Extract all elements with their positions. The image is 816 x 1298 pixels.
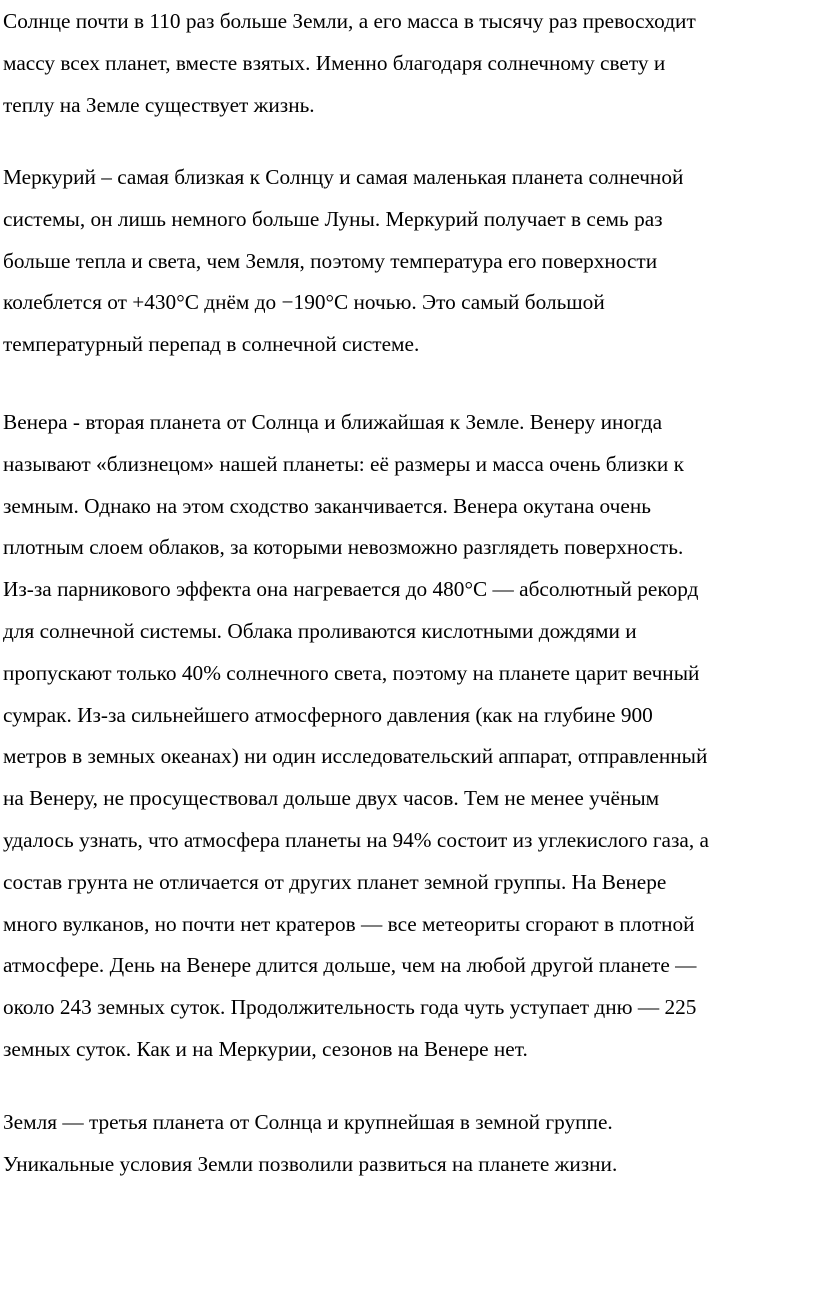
text-line: теплу на Земле существует жизнь. — [3, 92, 315, 117]
text-line: Солнце почти в 110 раз больше Земли, а его масса в тысячу раз превосходит — [3, 9, 696, 33]
text-line: земным. Однако на этом сходство заканчивается. Венера окутана очень — [3, 493, 651, 518]
text-line: температурный перепад в солнечной системе. — [3, 332, 420, 357]
text-line: плотным слоем облаков, за которыми невозможно разглядеть поверхность. — [3, 535, 684, 560]
paragraph-venus — [3, 402, 815, 1071]
text-line: Меркурий – самая близкая к Солнцу и самая маленькая планета солнечной — [3, 165, 684, 189]
text-line: много вулканов, но почти нет кратеров — все метеориты сгорают в плотной — [3, 911, 695, 936]
text-line: удалось узнать, что атмосфера планеты на 94% состоит из углекислого газа, а — [3, 827, 709, 852]
text-line: состав грунта не отличается от других планет земной группы. На Венере — [3, 869, 667, 894]
paragraph-earth — [3, 1102, 815, 1186]
text-line: колеблется от +430°С днём до −190°С ночью. Это самый большой — [3, 290, 605, 315]
text-line: атмосфере. День на Венере длится дольше, чем на любой другой планете — — [3, 953, 697, 978]
text-line: земных суток. Как и на Меркурии, сезонов на Венере нет. — [3, 1036, 528, 1061]
text-line: метров в земных океанах) ни один исследовательский аппарат, отправленный — [3, 744, 708, 769]
text-line: пропускают только 40% солнечного света, поэтому на планете царит вечный — [3, 660, 700, 685]
text-line: Земля — третья планета от Солнца и крупнейшая в земной группе. — [3, 1110, 613, 1134]
text-line: Уникальные условия Земли позволили развиться на планете жизни. — [3, 1151, 618, 1176]
paragraph-sun — [3, 1, 815, 126]
text-line: для солнечной системы. Облака проливаются кислотными дождями и — [3, 618, 637, 643]
text-line: около 243 земных суток. Продолжительность года чуть уступает дню — 225 — [3, 995, 697, 1020]
text-line: больше тепла и света, чем Земля, поэтому температура его поверхности — [3, 248, 658, 273]
text-line: на Венеру, не просуществовал дольше двух часов. Тем не менее учёным — [3, 786, 660, 811]
paragraph-mercury — [3, 157, 815, 366]
text-line: Из-за парникового эффекта она нагревается до 480°С — абсолютный рекорд — [3, 577, 699, 602]
text-line: массу всех планет, вместе взятых. Именно благодаря солнечному свету и — [3, 50, 666, 75]
text-line: системы, он лишь немного больше Луны. Меркурий получает в семь раз — [3, 206, 663, 231]
text-line: называют «близнецом» нашей планеты: её размеры и масса очень близки к — [3, 451, 684, 476]
text-line: Венера - вторая планета от Солнца и ближайшая к Земле. Венеру иногда — [3, 410, 663, 434]
text-line: сумрак. Из-за сильнейшего атмосферного давления (как на глубине 900 — [3, 702, 653, 727]
